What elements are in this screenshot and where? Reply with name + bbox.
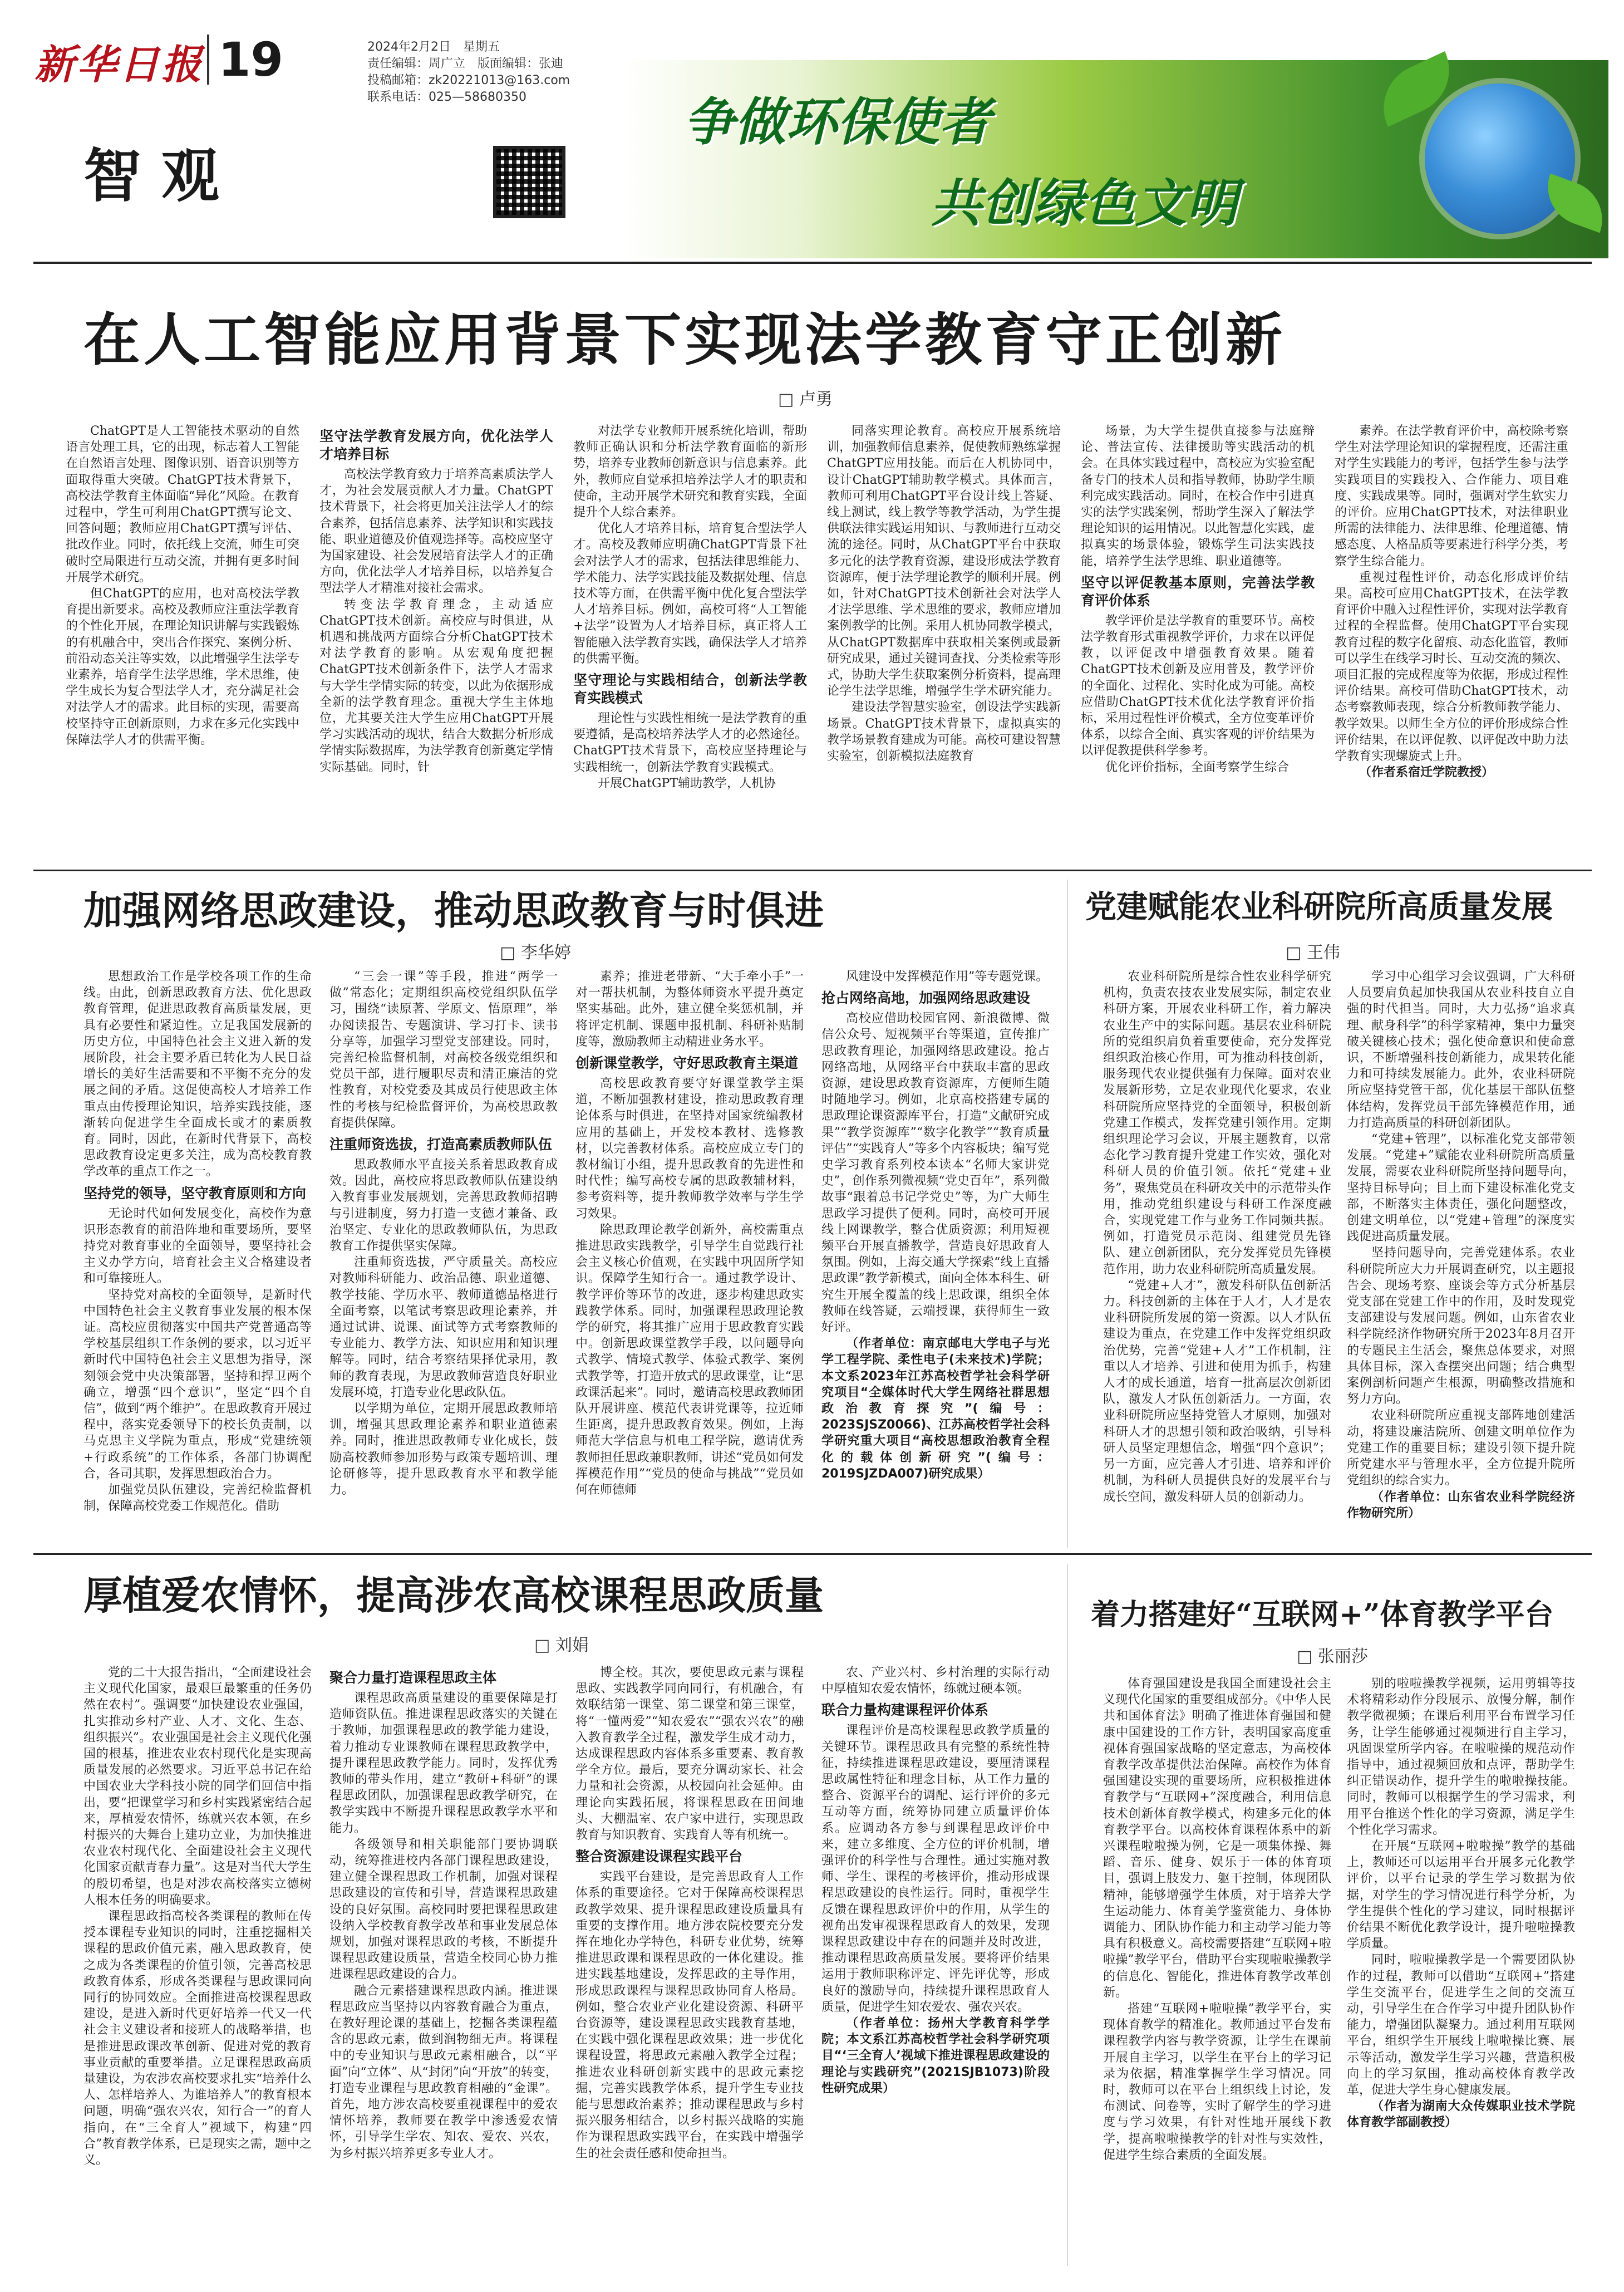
article-4-col-2 — [329, 1665, 558, 2266]
subheading: 坚守理论与实践相结合，创新法学教育实践模式 — [573, 672, 807, 706]
article-1-title: 在人工智能应用背景下实现法学教育守正创新 — [83, 307, 1286, 374]
paragraph: 教学评价是法学教育的重要环节。高校法学教育形式重视教学评价，力求在以评促教，以评促改中增强教育效果。随着ChatGPT技术创新及应用普及，教学评价的全面化、过程化、实时化成为可能。高校应借助ChatGPT技术优化法学教育评价指标，采用过程性评价模式，全方位变革评价体系，以综合全面、真实客观的评价结果为以评促教提供科学参考。 — [1081, 614, 1315, 758]
paragraph: 体育强国建设是我国全面建设社会主义现代化国家的重要组成部分。《中华人民共和国体育法》明确了推进体育强国和健康中国建设的工作方针，表明国家高度重视体育强国家战略的坚定意志，为高校体育教学改革提供法治保障。高校作为体育强国建设实现的重要场所，应积极推进体育教学与“互联网+”深度融合，利用信息技术创新体育教学模式，构建多元化的体育教学平台。以高校体育课程体系中的新兴课程啦啦操为例，它是一项集体操、舞蹈、音乐、健身、娱乐于一体的体育项目，强调上肢发力、躯干控制，体现团队精神，能够增强学生体质，对于培养大学生运动能力、体育美学鉴赏能力、身体协调能力、团队协作能力和主动学习能力等具有积极意义。高校需要搭建“互联网+啦啦操”教学平台，借助平台实现啦啦操教学的信息化、智能化，推进体育教学改革创新。 — [1103, 1677, 1331, 2000]
editor-line: 责任编辑：周广立 版面编辑：张迪 — [367, 57, 564, 71]
paragraph: 课程思政高质量建设的重要保障是打造师资队伍。推进课程思政落实的关键在于教师，加强课程思政的教学能力建设，着力推动专业课教师在课程思政教学中，提升课程思政教学能力。同时，发挥优秀教师的带头作用，建立“教研+科研”的课程思政团队，加强课程思政教学研究，在教学实践中不断提升课程思政教学水平和能力。 — [329, 1691, 558, 1835]
article-4-col-3 — [575, 1665, 804, 2266]
paragraph: 高校思政教育要守好课堂教学主渠道，不断加强教材建设，推动思政教育理论体系与时俱进，在坚持对国家统编教材应用的基础上，开发校本教材、选修教材，以完善教材体系。高校应成立专门的教材编订小组，提升思政教育的先进性和时代性；编写高校专属的思政教辅材料，参考资料等，提升教师教学效率与学生学习效果。 — [575, 1077, 804, 1221]
author-note: （作者系宿迁学院教授） — [1359, 765, 1494, 780]
author-note: （作者单位：扬州大学教育科学学院；本文系江苏高校哲学社会科学研究项目“‘三全育人’视域下推进课程思政建设的理论与实践研究”(2021SJB1073)阶段性研究成果） — [821, 2016, 1050, 2095]
paragraph: 党的二十大报告指出，“全面建设社会主义现代化国家，最艰巨最繁重的任务仍然在农村”。强调要“加快建设农业强国，扎实推动乡村产业、人才、文化、生态、组织振兴”。农业强国是社会主义现代化强国的根基，推进农业农村现代化是实现高质量发展的必然要求。习近平总书记在给中国农业大学科技小院的同学们回信中指出，要“把课堂学习和乡村实践紧密结合起来，厚植爱农情怀，练就兴农本领，在乡村振兴的大舞台上建功立业，为加快推进农业农村现代化、全面建设社会主义现代化国家贡献青春力量”。这是对当代大学生的殷切希望，也是对涉农高校落实立德树人根本任务的明确要求。 — [83, 1666, 312, 1907]
masthead-logo: 新华日报 — [35, 41, 204, 88]
paragraph: ChatGPT是人工智能技术驱动的自然语言处理工具，它的出现，标志着人工智能在自然语言处理、图像识别、语音识别等方面取得重大突破。ChatGPT技术背景下，高校法学教育主体面临“异化”风险。在教育过程中，学生可利用ChatGPT撰写论文、回答问题；教师应用ChatGPT撰写评估、批改作业。同时，依托线上交流，师生可突破时空局限进行互动交流，并拥有更多时间开展学术研究。 — [66, 424, 299, 585]
paragraph: 同落实理论教育。高校应开展系统培训，加强教师信息素养，促使教师熟练掌握ChatGPT应用技能。而后在人机协同中，设计ChatGPT辅助教学模式。具体而言，教师可利用ChatGPT平台设计线上答疑、线上测试，线上教学等教学活动，为学生提供联法律实践运用知识、与教师进行互动交流的途径。同时，从ChatGPT平台中获取多元化的法学教育资源，建设形成法学教育资源库，便于法学理论教学的顺利开展。例如，针对ChatGPT技术创新社会对法学人才法学思维、学术思维的要求，教师应增加案例教学的比例。采用人机协同教学模式，从ChatGPT数据库中获取相关案例或最新研究成果，通过关键词查找、分类检索等形式，协助大学生获取案例分析资料，提高理论学生法学思维，增强学生学术研究能力。 — [827, 424, 1061, 699]
article-1-col-1 — [66, 423, 299, 863]
date-line: 2024年2月2日 星期五 — [367, 40, 500, 54]
section-rule — [33, 1553, 1592, 1555]
subheading: 坚守法学教育发展方向，优化法学人才培养目标 — [319, 428, 553, 462]
column-divider — [1067, 1564, 1068, 2266]
paragraph: 高校法学教育致力于培养高素质法学人才，为社会发展贡献人才力量。ChatGPT技术背景下，社会将更加关注法学人才的综合素养，包括信息素养、法学知识和实践技能、职业道德及价值观选择等。高校应坚守为国家建设、社会发展培育法学人才的正确方向，优化法学人才培养目标，以培养复合型法学人才精准对接社会需求。 — [319, 468, 553, 596]
paragraph: 农业科研院所应重视支部阵地创建活动，将建设廉洁院所、创建文明单位作为党建工作的重要目标；建设引领下提升院所党建水平与管理水平，全方位提升院所党组织的综合实力。 — [1347, 1408, 1575, 1488]
subheading: 联合力量构建课程评价体系 — [821, 1702, 989, 1719]
paragraph: “三会一课”等手段，推进“两学一做”常态化；定期组织高校党组织队伍学习，围绕“读原著、学原文、悟原理”，举办阅读报告、专题演讲、学习打卡、读书分享等，加强学习型党支部建设。同时，完善纪检监督机制，对高校各级党组织和党员干部，进行履职尽责和清正廉洁的党性教育，对校党委及其成员行使思政主体性的考核与纪检监督评价，为高校思政教育提供保障。 — [329, 970, 558, 1130]
banner-slogan-1: 争做环保使者 — [683, 92, 991, 152]
article-3-title: 党建赋能农业科研院所高质量发展 — [1085, 889, 1553, 925]
paragraph: 融合元素搭建课程思政内涵。推进课程思政应当坚持以内容教育融合为重点，在教好理论课的基础上，挖掘各类课程蕴含的思政元素，做到润物细无声。将课程中的专业知识与思政元素相融合，以“平面”向“立体”、从“封闭”向“开放”的转变，打造专业课程与思政教育相融的“金课”。首先，地方涉农高校要重视课程中的爱农情怀培养，教师要在教学中渗透爱农情怀，引导学生学农、知农、爱农、兴农，为乡村振兴培养更多专业人才。 — [329, 1984, 558, 2161]
paragraph: 风建设中发挥模范作用”等专题党课。 — [846, 970, 1049, 984]
article-2-col-1 — [83, 969, 312, 1542]
header-rule — [33, 262, 1592, 264]
paragraph: 但ChatGPT的应用，也对高校法学教育提出新要求。高校及教师应注重法学教育的个性化开展，在理论知识讲解与实践锻炼的有机融合中，突出合作探究、案例分析、前沿动态关注等实效，以此增强学生法学专业素养，培育学生法学思维，学术思维，使学生成长为复合型法学人才，充分满足社会对法学人才的需求。此目标的实现，需要高校坚持守正创新原则，力求在多元化实践中保障法学人才的供需平衡。 — [66, 587, 299, 747]
paragraph: 优化人才培养目标，培育复合型法学人才。高校及教师应明确ChatGPT背景下社会对法学人才的需求，包括法律思维能力、学术能力、法学实践技能及数据处理、信息技术等方面，在供需平衡中优化复合型法学人才培养目标。例如，高校可将“人工智能+法学”设置为人才培养目标，真正将人工智能融入法学教育实践，确保法学人才培养的供需平衡。 — [573, 522, 807, 666]
paragraph: 同时，啦啦操教学是一个需要团队协作的过程，教师可以借助“互联网+”搭建学生交流平台，促进学生之间的交流互动，引导学生在合作学习中提升团队协作能力，增强团队凝聚力。通过利用互联网平台，组织学生开展线上啦啦操比赛、展示等活动，激发学生学习兴趣，营造积极向上的学习氛围，推动高校体育教学改革，促进大学生身心健康发展。 — [1347, 1953, 1575, 2098]
paragraph: 建设法学智慧实验室，创设法学实践新场景。ChatGPT技术背景下，虚拟真实的教学场景教育建成为可能。高校可建设智慧实验室，创新模拟法庭教育 — [827, 700, 1061, 764]
masthead-divider — [207, 35, 209, 85]
paragraph: 农、产业兴村、乡村治理的实际行动中厚植知农爱农情怀，练就过硬本领。 — [821, 1666, 1050, 1696]
paragraph: 课程评价是高校课程思政教学质量的关键环节。课程思政具有完整的系统性特征，持续推进课程思政建设，要厘清课程思政属性特征和理念目标，从工作力量的整合、资源平台的调配、运行评价的多元互动等方面，统筹协同建立质量评价体系。应调动各方参与到课程思政评价中来，建立多维度、全方位的评价机制，增强评价的科学性与合理性。通过实施对教师、学生、课程的考核评价，推动形成课程思政建设的良性运行。同时，重视学生反馈在课程思政评价中的作用，从学生的视角出发审视课程思政育人的效果，发现课程思政建设中存在的问题并及时改进，推动课程思政高质量发展。要将评价结果运用于教师职称评定、评先评优等，形成良好的激励导向，持续提升课程思政育人质量，促进学生知农爱农、强农兴农。 — [821, 1724, 1050, 2014]
paragraph: 思想政治工作是学校各项工作的生命线。由此，创新思政教育方法、优化思政教育管理，促进思政教育高质量发展，更具有必要性和紧迫性。立足我国发展新的历史方位，中国特色社会主义进入新的发展阶段，社会主要矛盾已转化为人民日益增长的美好生活需要和不平衡不充分的发展之间的矛盾。这促使高校人才培养工作重点由传授理论知识，培养实践技能，逐渐转向促进学生全面成长或才的素质教育。同时，因此，在新时代背景下，高校思政教育设定更多关注，成为高校教育教学改革的重点工作之一。 — [83, 970, 312, 1179]
paragraph: 别的啦啦操教学视频，运用剪辑等技术将精彩动作分段展示、放慢分解，制作教学微视频；在课后利用平台布置学习任务，让学生能够通过视频进行自主学习，巩固课堂所学内容。在啦啦操的规范动作指导中，通过视频回放和点评，帮助学生纠正错误动作，提升学生的啦啦操技能。同时，教师可以根据学生的学习需求，利用平台推送个性化的学习资源，满足学生个性化学习需求。 — [1347, 1677, 1575, 1837]
paragraph: 农业科研院所是综合性农业科学研究机构，负责农技农业发展实际，制定农业科研方案，开展农业科研工作，着力解决农业生产中的实际问题。基层农业科研院所的党组织肩负着重要使命，充分发挥党组织政治核心作用，可为推动科技创新，服务现代农业提供强有力保障。面对农业发展新形势，立足农业现代化要求，农业科研院所应坚持党的全面领导，积极创新党建工作模式，发挥党建引领作用。定期组织理论学习会议，开展主题教育，以常态化学习教育提升党建工作实效，强化对科研人员的价值引领。依托“党建+业务”，聚焦党员在科研攻关中的示范带头作用，推动党组织建设与科研工作深度融合，实现党建工作与业务工作同频共振。例如，打造党员示范岗、组建党员先锋队、建立创新团队，充分发挥党员先锋模范作用，助力农业科研院所高质量发展。 — [1103, 970, 1331, 1277]
article-1-col-4 — [827, 423, 1061, 863]
qr-code[interactable] — [493, 146, 565, 218]
article-2-author: □ 李华婷 — [500, 939, 571, 963]
banner-slogan-2: 共创绿色文明 — [931, 174, 1238, 233]
column-divider — [1067, 880, 1068, 1548]
paragraph: 思政教师水平直接关系着思政教育成效。因此，高校应将思政教师队伍建设纳入教育事业发展规划，完善思政教师招聘与引进制度，努力打造一支德才兼备、政治坚定、专业化的思政教师队伍，为思政教育工作提供坚实保障。 — [329, 1158, 558, 1254]
paragraph: 重视过程性评价，动态化形成评价结果。高校可应用ChatGPT技术，在法学教育评价中融入过程性评价，实现对法学教育过程的全程监督。使用ChatGPT平台实现教育过程的数字化留痕、动态化监管，教师可以学生在线学习时长、互动交流的频次、项目汇报的完成程度等为依据，形成过程性评价结果。高校可借助ChatGPT技术，动态考察教师表现，综合分析教师教学能力、教学效果。以师生全方位的评价形成综合性评价结果，在以评促教、以评促改中助力法学教育实现螺旋式上升。 — [1335, 570, 1568, 764]
article-1-col-2 — [319, 423, 553, 863]
subheading: 注重师资选拔，打造高素质教师队伍 — [329, 1136, 553, 1153]
article-5-author: □ 张丽莎 — [1297, 1642, 1368, 1667]
paragraph: 优化评价指标，全面考察学生综合 — [1105, 760, 1290, 774]
paragraph: 坚持党对高校的全面领导，是新时代中国特色社会主义教育事业发展的根本保证。高校应贯彻落实中国共产党普通高等学校基层组织工作条例的要求，以习近平新时代中国特色社会主义思想为指导，深刻领会党中央决策部署，坚持和捍卫两个确立，增强“四个意识”，坚定“四个自信”，做到“两个维护”。在思政教育开展过程中，落实党委领导下的校长负责制，以马克思主义学院为重点，形成“党建统领+行政系统”的工作体系，各部门协调配合，各司其职，发挥思想政治合力。 — [83, 1288, 312, 1481]
subheading: 坚持党的领导，坚守教育原则和方向 — [83, 1185, 307, 1201]
subheading: 整合资源建设课程实践平台 — [575, 1848, 743, 1865]
page-number: 19 — [218, 32, 283, 87]
phone-line: 联系电话：025—58680350 — [367, 90, 526, 104]
paragraph: 场景，为大学生提供直接参与法庭辩论、普法宣传、法律援助等实践活动的机会。在具体实践过程中，高校应为实验室配备专门的技术人员和指导教师，协助学生顺利完成实践活动。同时，在校合作中引进真实的法学实践案例，帮助学生深入了解法学理论知识的运用情况。以此智慧化实践，虚拟真实的场景体验，锻炼学生司法实践技能，培养学生法学思维、职业道德等。 — [1081, 424, 1315, 568]
email-line: 投稿邮箱：zk20221013@163.com — [367, 73, 570, 87]
article-1-col-6 — [1335, 423, 1568, 863]
paragraph: “党建+管理”，以标准化党支部带领发展。“党建+”赋能农业科研院所高质量发展，需要农业科研院所坚持问题导向，坚持目标导向；目上而下建设标准化党支部，不断落实主体责任，强化问题整改，创建文明单位，以“党建+管理”的深度实践促进高质量发展。 — [1347, 1132, 1575, 1244]
paragraph: 在开展“互联网+啦啦操”教学的基础上，教师还可以运用平台开展多元化教学评价，以平台记录的学生学习数据为依据，对学生的学习情况进行科学分析，为学生提供个性化的学习建议，同时根据评价结果不断优化教学设计，提升啦啦操教学质量。 — [1347, 1839, 1575, 1951]
article-4-title: 厚植爱农情怀，提高涉农高校课程思政质量 — [83, 1572, 824, 1618]
article-5-col-2 — [1347, 1676, 1575, 2266]
article-2-col-4 — [821, 969, 1050, 1542]
paragraph: 高校应借助校园官网、新浪微博、微信公众号、短视频平台等渠道，宣传推广思政教育理论，加强网络思政建设。抢占网络高地，从网络平台中获取丰富的思政资源，建设思政教育资源库，方便师生随时随地学习。例如，北京高校搭建专属的思政理论课资源库平台，打造“文献研究成果”“教学资源库”“数字化教学”“教育质量评估”“实践育人”等多个内容板块；编写党史学习教育系列校本读本“名师大家讲党史”，创作系列微视频“党史百年”，系列微故事“跟着总书记学党史”等，为广大师生思政学习提供了便利。同时，高校可开展线上网课教学，整合优质资源；利用短视频平台开展直播教学，营造良好思政育人氛围。例如，上海交通大学探索“线上直播思政课”教学新模式，面向全体本科生、研究生开展全覆盖的线上思政课，组织全体教师在线答疑，云端授课，获得师生一致好评。 — [821, 1012, 1050, 1335]
article-3-col-1 — [1103, 969, 1331, 1542]
article-5-col-1 — [1103, 1676, 1331, 2266]
subheading: 坚守以评促教基本原则，完善法学教育评价体系 — [1081, 574, 1315, 608]
subheading: 聚合力量打造课程思政主体 — [329, 1670, 497, 1686]
author-note: （作者为湖南大众传媒职业技术学院体育教学部副教授） — [1347, 2099, 1575, 2130]
paragraph: 理论性与实践性相统一是法学教育的重要遵循，是高校培养法学人才的必然途径。ChatGPT技术背景下，高校应坚持理论与实践相统一，创新法学教育实践模式。 — [573, 711, 807, 774]
paragraph: 学习中心组学习会议强调，广大科研人员要肩负起加快我国从农业科技自立自强的时代担当。同时，大力弘扬“追求真理、献身科学”的科学家精神，集中力量突破关键核心技术；强化使命意识和使命意识，不断增强科技创新能力，成果转化能力和可持续发展能力。此外，农业科研院所应坚持党管干部，优化基层干部队伍整体结构，发挥党员干部先锋模范作用，通力打造高质量的科研创新团队。 — [1347, 970, 1575, 1130]
paragraph: 课程思政指高校各类课程的教师在传授本课程专业知识的同时，注重挖掘相关课程的思政价值元素，融入思政教育，使之成为各类课程的价值引领，完善高校思政教育体系，形成各类课程与思政课同向同行的协同效应。全面推进高校课程思政建设，是进入新时代更好培养一代又一代社会主义建设者和接班人的战略举措，也是推进思政课改革创新、促进对党的教育事业贡献的重要举措。立足课程思政高质量建设，为农涉农高校要求扎实“培养什么人、怎样培养人、为谁培养人”的教育根本问题，明确“强农兴农，知行合一”的育人指向，在“三全育人”视域下，构建“四合”教育教学体系，已是现实之需，题中之义。 — [83, 1910, 312, 2168]
article-3-author: □ 王伟 — [1286, 939, 1340, 963]
subheading: 抢占网络高地，加强网络思政建设 — [821, 990, 1031, 1007]
paragraph: 开展ChatGPT辅助教学，人机协 — [598, 776, 776, 791]
article-5-title: 着力搭建好“互联网+”体育教学平台 — [1091, 1598, 1554, 1632]
article-1-col-5 — [1081, 423, 1315, 863]
article-4-col-4 — [821, 1665, 1050, 2266]
page-meta — [367, 39, 570, 106]
paragraph: 搭建“互联网+啦啦操”教学平台，实现体育教学的精准化。教师通过平台发布课程教学内容与教学资源，让学生在课前开展自主学习，以学生在平台上的学习记录为依据，精准掌握学生学习情况。同时，教师可以在平台上组织线上讨论，发布测试、问卷等，实时了解学生的学习进度与学习效果，有针对性地开展线下教学，提高啦啦操教学的针对性与实效性，促进学生综合素质的全面发展。 — [1103, 2002, 1331, 2162]
article-3-col-2 — [1347, 969, 1575, 1542]
paragraph: 素养；推进老带新、“大手牵小手”一对一帮扶机制，为整体师资水平提升奠定坚实基础。此外，建立健全奖惩机制，并将评定机制、课题申报机制、科研补贴制度等，激励教师主动精进业务水平。 — [575, 970, 804, 1049]
paragraph: 博全校。其次，要使思政元素与课程思政、实践教学同向同行，有机融合，有效联结第一课堂、第二课堂和第三课堂，将“一懂两爱”“知农爱农”“强农兴农”的融入教育教学全过程，激发学生成才动力，达成课程思政内容体系多重要素、教育教学全方位。最后，要充分调动家长、社会力量和社会资源，从校园向社会延伸。由理论向实践拓展，将课程思政在田间地头、大棚温室、农户家中进行，实现思政教育与知识教育、实践育人等有机统一。 — [575, 1666, 804, 1843]
section-title: 智观 — [83, 141, 240, 210]
paragraph: 除思政理论教学创新外，高校需重点推进思政实践教学，引导学生自觉践行社会主义核心价值观，在实践中巩固所学知识。保障学生知行合一。通过教学设计、教学评价等环节的改进，逐步构建思政实践教学体系。同时，加强课程思政理论教学的研究，将其推广应用于思政教育实践中。创新思政课堂教学手段，以问题导向式教学、情境式教学、体验式教学、案例式教学等，打造开放式的思政课堂，让“思政课活起来”。同时，邀请高校思政教师团队开展讲座、模范代表讲党课等，拉近师生距离，提升思政教育效果。例如，上海师范大学信息与机电工程学院，邀请优秀教师担任思政兼职教师，讲述“党员如何发挥模范作用”“党员的使命与挑战”“党员如何在师德师 — [575, 1223, 804, 1498]
article-2-col-2 — [329, 969, 558, 1542]
paragraph: “党建+人才”，激发科研队伍创新活力。科技创新的主体在于人才，人才是农业科研院所发展的第一资源。以人才队伍建设为重点，在党建工作中发挥党组织政治优势，完善“党建+人才”工作机制，注重以人才培养、引进和使用为抓手，构建人才的成长通道，培育一批高层次创新团队，激发人才队伍创新活力。一方面，农业科研院所应坚持党管人才原则，加强对科研人才的思想引领和政治吸纳，引导科研人员坚定理想信念，增强“四个意识”；另一方面，应完善人才引进、培养和评价机制，为科研人员提供良好的发展平台与成长空间，激发科研人员的创新动力。 — [1103, 1278, 1331, 1504]
paragraph: 以学期为单位，定期开展思政教师培训，增强其思政理论素养和职业道德素养。同时，推进思政教师专业化成长，鼓励高校教师参加形势与政策专题培训、理论研修等，提升思政教育水平和教学能力。 — [329, 1402, 558, 1498]
paragraph: 加强党员队伍建设，完善纪检监督机制，保障高校党委工作规范化。借助 — [83, 1483, 312, 1514]
paragraph: 转变法学教育理念，主动适应ChatGPT技术创新。高校应与时俱进，从机遇和挑战两方面综合分析ChatGPT技术对法学教育的影响。从宏观角度把握ChatGPT技术创新条件下，法学人才需求与大学生学情实际的转变，以此为依据形成全新的法学教育理念。重视大学生主体地位，尤其要关注大学生应用ChatGPT开展学习实践活动的现状，结合大数据分析形成学情实际数据库，为法学教育创新奠定学情实际基础。同时，针 — [319, 597, 553, 774]
article-4-col-1 — [83, 1665, 312, 2266]
globe-icon — [1425, 84, 1575, 234]
paragraph: 注重师资选拔，严守质量关。高校应对教师科研能力、政治品德、职业道德、教学技能、学历水平、教师道德品格进行全面考察，以笔试考察思政理论素养，并通过试讲、说课、面试等方式考察教师的专业能力、教学方法、知识应用和知识理解等。同时，结合考察结果择优录用，教师的教育表现，为思政教师营造良好职业发展环境，打造专业化思政队伍。 — [329, 1255, 558, 1400]
article-1-author: □ 卢勇 — [778, 385, 833, 410]
subheading: 创新课堂教学，守好思政教育主渠道 — [575, 1055, 799, 1072]
author-note: （作者单位：山东省农业科学院经济作物研究所） — [1347, 1490, 1575, 1520]
paragraph: 实践平台建设，是完善思政育人工作体系的重要途径。它对于保障高校课程思政教学效果、提升课程思政建设质量具有重要的支撑作用。地方涉农院校要充分发挥在地化办学特色，科研专业优势，统筹推进思政课和课程思政的一体化建设。推进实践基地建设，发挥思政的主导作用，形成思政课程与课程思政协同育人格局。例如，整合农业产业化建设资源、科研平台资源等，建设课程思政实践教育基地，在实践中强化课程思政效果；进一步优化课程设置，将思政元素融入教学全过程；推进农业科研创新实践中的思政元素挖掘，完善实践教学体系，提升学生专业技能与思想政治素养；推动课程思政与乡村振兴服务相结合，以乡村振兴战略的实施作为课程思政实践平台，在实践中增强学生的社会责任感和使命担当。 — [575, 1870, 804, 2161]
paragraph: 对法学专业教师开展系统化培训，帮助教师正确认识和分析法学教育面临的新形势，培养专业教师创新意识与信息素养。此外，教师应自觉承担培养法学人才的职责和使命，主动开展学术研究和教育实践，全面提升个人综合素养。 — [573, 424, 807, 520]
paragraph: 坚持问题导向，完善党建体系。农业科研院所应大力开展调查研究，以主题报告会、现场考察、座谈会等方式分析基层党支部在党建工作中的作用，及时发现党支部建设与发展问题。例如，山东省农业科学院经济作物研究所于2023年8月召开的专题民主生活会，聚焦总体要求，对照具体目标，深入查摆突出问题；结合典型案例剖析问题产生根源，明确整改措施和努力方向。 — [1347, 1246, 1575, 1407]
article-1-col-3 — [573, 423, 807, 863]
paragraph: 素养。在法学教育评价中，高校除考察学生对法学理论知识的掌握程度，还需注重对学生实践能力的考评，包括学生参与法学实践项目的实践投入、合作能力、项目难度、实践成果等。同时，强调对学生软实力的评价。应用ChatGPT技术，对法律职业所需的法律能力、法律思维、伦理道德、情感态度、人格品质等要素进行科学分类，考察学生综合能力。 — [1335, 424, 1568, 568]
paragraph: 各级领导和相关职能部门要协调联动，统筹推进校内各部门课程思政建设，建立健全课程思政工作机制，加强对课程思政建设的宣传和引导，营造课程思政建设的良好氛围。高校同时要把课程思政建设纳入学校教育教学改革和事业发展总体规划，加强对课程思政的考核，不断提升课程思政建设质量，营造全校同心协力推进课程思政建设的合力。 — [329, 1837, 558, 1982]
article-2-col-3 — [575, 969, 804, 1542]
section-rule — [33, 870, 1592, 871]
article-2-title: 加强网络思政建设，推动思政教育与时俱进 — [83, 887, 824, 934]
article-4-author: □ 刘娟 — [534, 1631, 589, 1656]
paragraph: 无论时代如何发展变化，高校作为意识形态教育的前沿阵地和重要场所，要坚持党对教育事业的全面领导，要坚持社会主义办学方向，培育社会主义合格建设者和可靠接班人。 — [83, 1206, 312, 1286]
author-note: （作者单位：南京邮电大学电子与光学工程学院、柔性电子(未来技术)学院；本文系2023年江苏高校哲学社会科学研究项目“全媒体时代大学生网络社群思想政治教育探究”(编号：2023SJSZ0066)、江苏高校哲学社会科学研究重大项目“高校思想政治教育全程化的载体创新研究”(编号：2019SJZDA007)研究成果） — [821, 1337, 1050, 1481]
